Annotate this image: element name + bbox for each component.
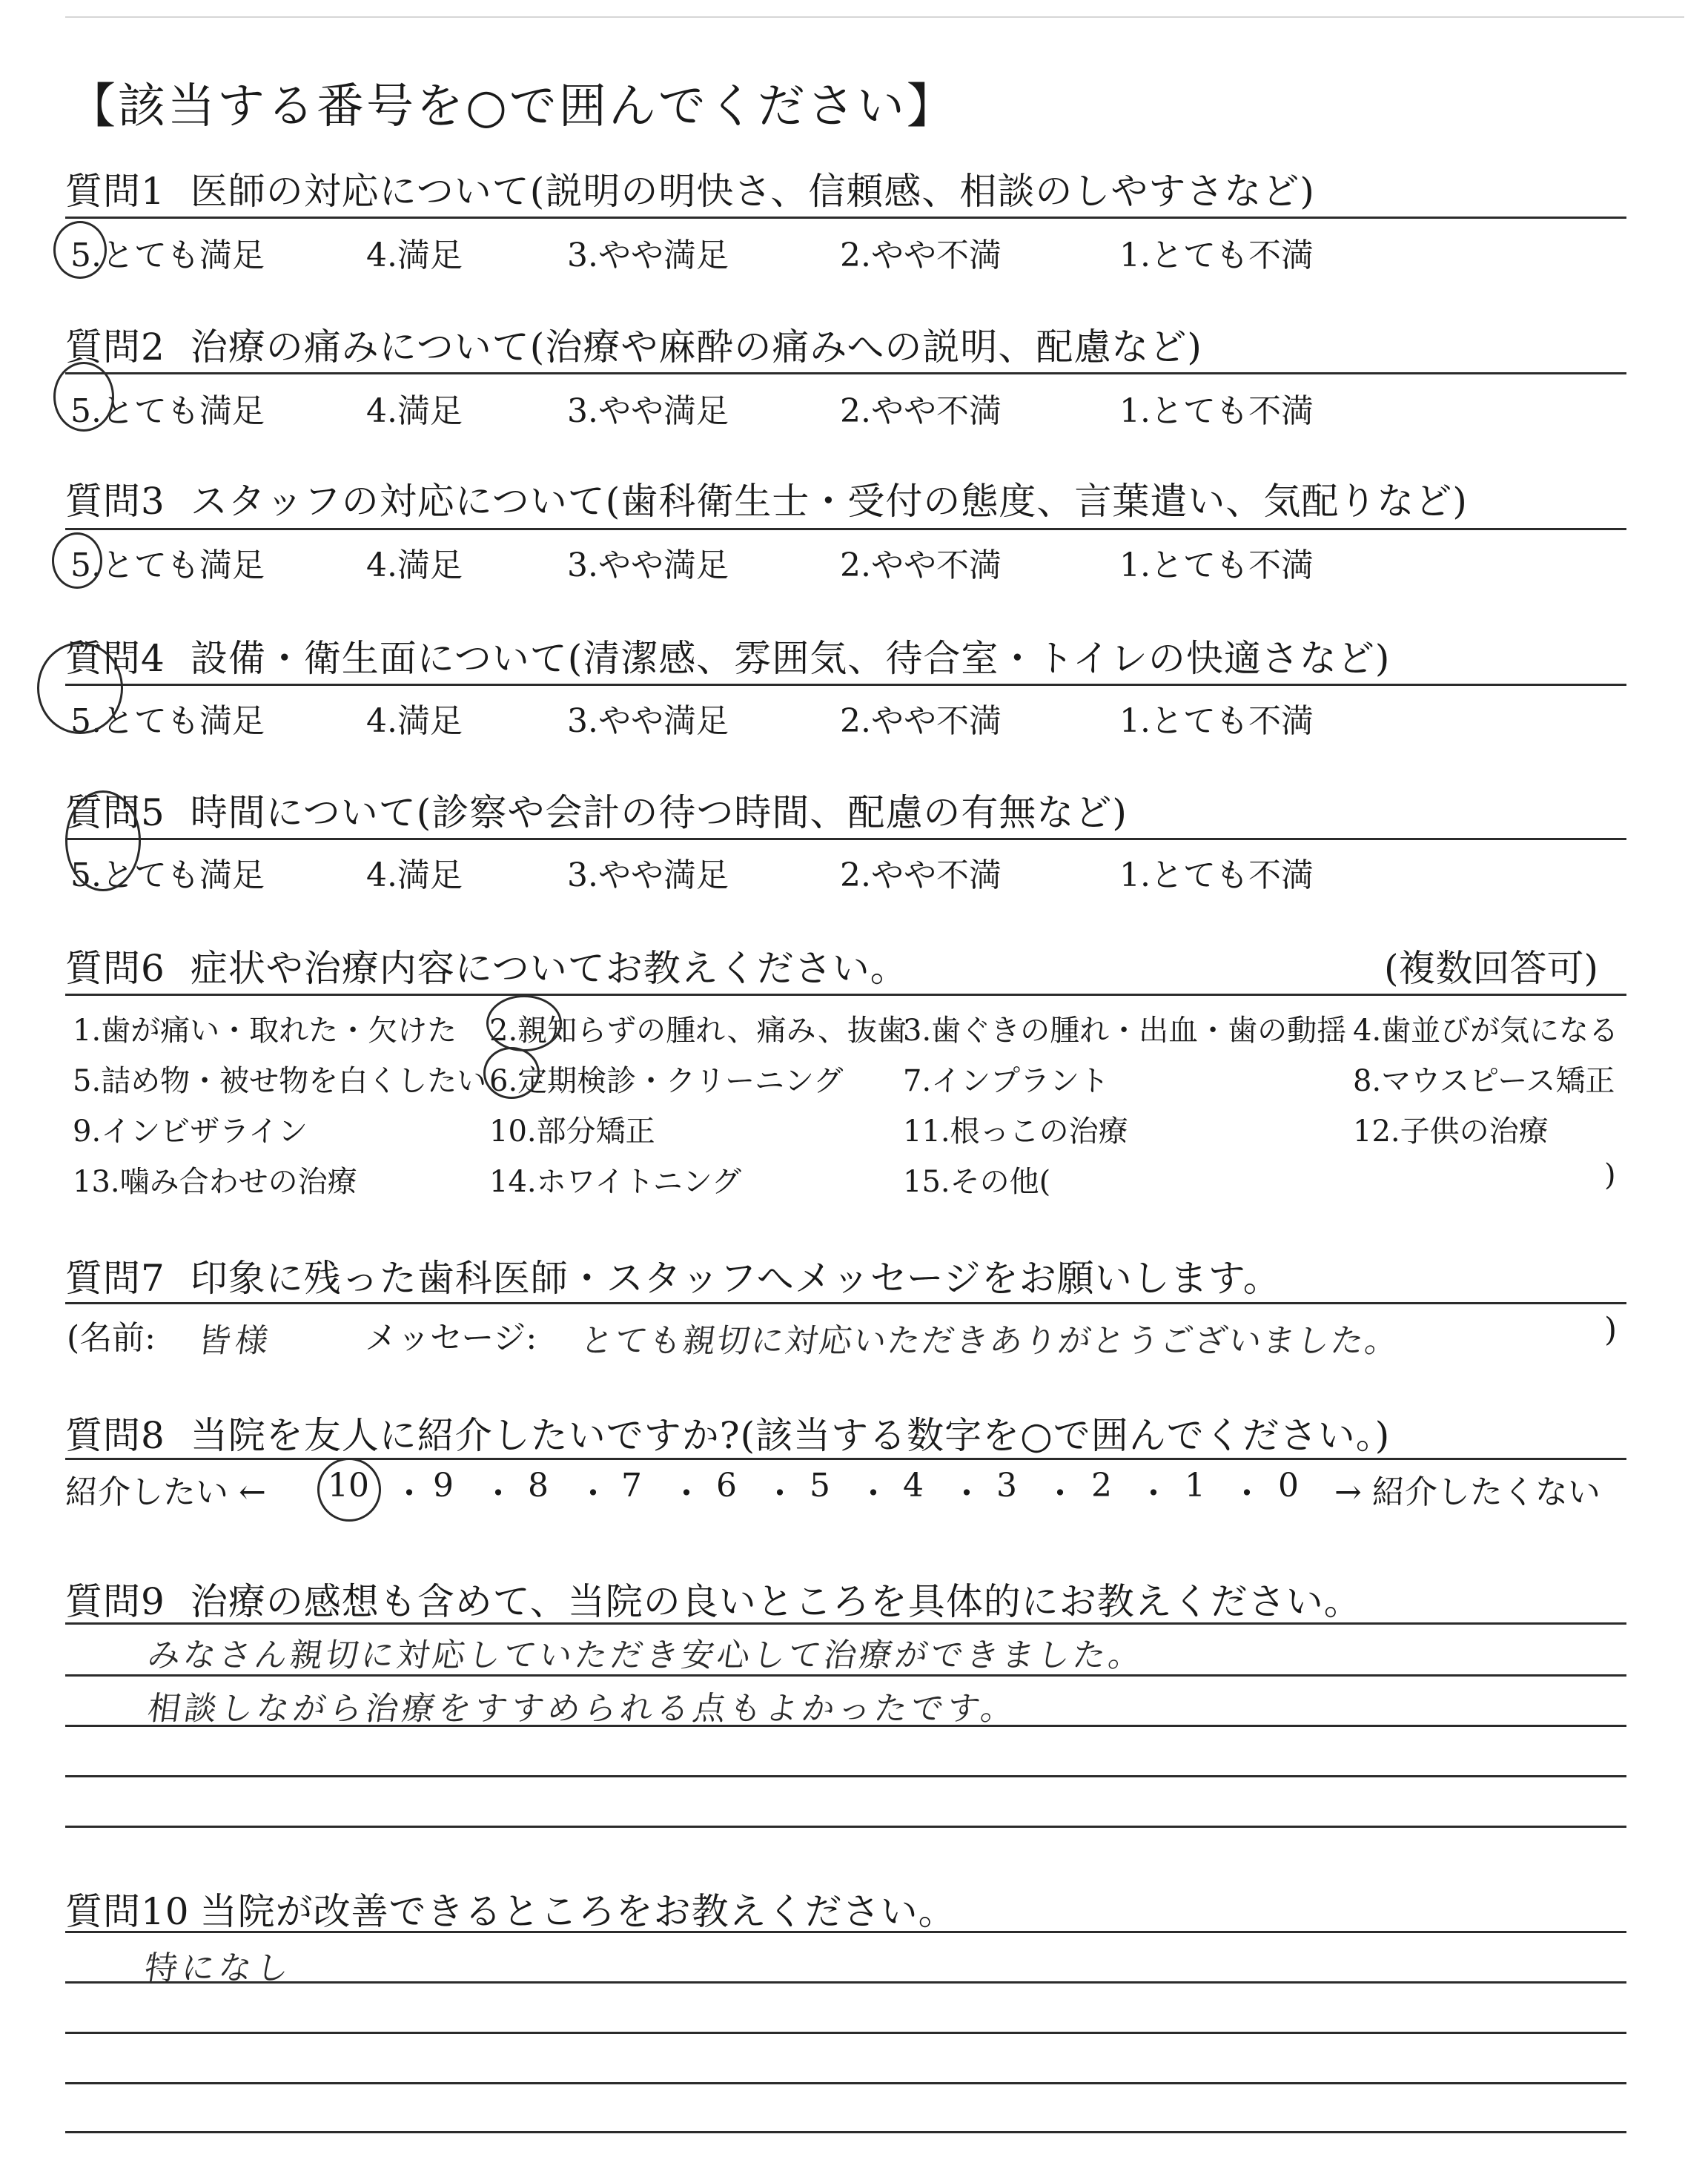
other-close-paren: ) [1604,1158,1616,1192]
question-4 [65,629,1390,682]
question-6 [65,939,908,992]
treatment-option-10[interactable]: 10.部分矯正 [489,1114,655,1149]
top-border [65,16,1684,18]
question-8 [65,1406,1390,1459]
answer-line [65,2082,1626,2084]
answer-line [65,2032,1626,2034]
question-1-rule [65,217,1626,219]
good-points-answer-line-1[interactable]: みなさん親切に対応していただき安心して治療ができました。 [145,1636,1147,1674]
selection-circle [317,1458,381,1522]
rating-option-5[interactable]: 5.とても満足 [70,546,265,584]
rating-option-5[interactable]: 5.とても満足 [70,392,265,430]
scale-option-3[interactable]: 3 [996,1467,1017,1505]
scale-separator: ・ [857,1475,890,1513]
scale-separator: ・ [1137,1475,1170,1513]
scale-separator: ・ [1044,1475,1076,1513]
question-3-rule [65,528,1626,530]
answer-line [65,1981,1626,1984]
rating-option-3[interactable]: 3.やや満足 [567,392,729,430]
question-4-number: 質問4 [65,637,165,680]
page-title: 【該当する番号を○で囲んでください】 [68,79,956,134]
treatment-option-14[interactable]: 14.ホワイトニング [489,1165,742,1199]
question-6-text: 症状や治療内容についてお教えください。 [190,947,908,990]
rating-option-3[interactable]: 3.やや満足 [567,237,729,274]
scale-separator: ・ [1231,1475,1263,1513]
rating-option-5[interactable]: 5.とても満足 [70,702,265,740]
recommend-left-label: 紹介したい ← [65,1473,266,1511]
scale-separator: ・ [393,1475,426,1513]
question-3 [65,472,1468,525]
treatment-option-13[interactable]: 13.噛み合わせの治療 [73,1165,357,1199]
scale-separator: ・ [950,1475,983,1513]
treatment-option-5[interactable]: 5.詰め物・被せ物を白くしたい [73,1064,487,1098]
selection-circle [53,221,107,279]
question-4-rule [65,684,1626,686]
question-3-text: スタッフの対応について(歯科衛生士・受付の態度、言葉遣い、気配りなど) [190,480,1468,523]
scale-option-9[interactable]: 9 [433,1467,454,1505]
question-7-text: 印象に残った歯科医師・スタッフへメッセージをお願いします。 [190,1257,1281,1300]
scale-separator: ・ [482,1475,514,1513]
question-7-rule [65,1302,1626,1304]
answer-line [65,2131,1626,2133]
treatment-option-4[interactable]: 4.歯並びが気になる [1353,1014,1619,1048]
question-9 [65,1572,1362,1625]
question-9-text: 治療の感想も含めて、当院の良いところを具体的にお教えください。 [190,1580,1362,1623]
question-1-number: 質問1 [65,170,165,213]
question-2-rule [65,372,1626,374]
question-1-text: 医師の対応について(説明の明快さ、信頼感、相談のしやすさなど) [190,170,1315,213]
rating-option-5[interactable]: 5.とても満足 [70,237,265,274]
good-points-answer-line-2[interactable]: 相談しながら治療をすすめられる点もよかったです。 [145,1690,1020,1728]
answer-line [65,1931,1626,1933]
scale-option-10[interactable]: 10 [328,1467,369,1505]
question-5-rule [65,838,1626,840]
scale-option-7[interactable]: 7 [621,1467,642,1505]
rating-option-2[interactable]: 2.やや不満 [840,702,1002,740]
rating-option-4[interactable]: 4.満足 [366,702,463,740]
treatment-option-8[interactable]: 8.マウスピース矯正 [1353,1064,1615,1098]
question-7 [65,1249,1281,1302]
scale-option-2[interactable]: 2 [1091,1467,1112,1505]
selection-circle [37,642,123,734]
treatment-option-3[interactable]: 3.歯ぐきの腫れ・出血・歯の動揺 [903,1014,1347,1048]
message-label: メッセージ: [365,1319,537,1357]
scale-option-8[interactable]: 8 [528,1467,549,1505]
question-6-number: 質問6 [65,947,165,990]
treatment-option-6[interactable]: 6.定期検診・クリーニング [489,1064,844,1098]
scale-option-5[interactable]: 5 [810,1467,830,1505]
rating-option-4[interactable]: 4.満足 [366,392,463,430]
rating-option-4[interactable]: 4.満足 [366,546,463,584]
rating-option-1[interactable]: 1.とても不満 [1119,546,1314,584]
selection-circle [486,995,562,1051]
question-2 [65,317,1202,371]
question-10-text: 当院が改善できるところをお教えください。 [199,1890,956,1933]
rating-option-2[interactable]: 2.やや不満 [840,237,1002,274]
selection-circle [53,362,114,432]
question-7-number: 質問7 [65,1257,165,1300]
question-8-number: 質問8 [65,1414,165,1457]
treatment-option-9[interactable]: 9.インビザライン [73,1114,308,1149]
treatment-option-12[interactable]: 12.子供の治療 [1353,1114,1549,1149]
scale-option-0[interactable]: 0 [1278,1467,1299,1505]
question-3-number: 質問3 [65,480,165,523]
question-8-text: 当院を友人に紹介したいですか?(該当する数字を○で囲んでください。) [190,1414,1391,1457]
rating-option-1[interactable]: 1.とても不満 [1119,856,1314,894]
rating-option-4[interactable]: 4.満足 [366,237,463,274]
question-8-rule [65,1458,1626,1460]
rating-option-3[interactable]: 3.やや満足 [567,856,729,894]
message-value[interactable]: とても親切に対応いただきありがとうございました。 [577,1322,1402,1360]
scale-option-4[interactable]: 4 [903,1467,924,1505]
improvement-answer-line-1[interactable]: 特になし [142,1949,296,1987]
treatment-option-15[interactable]: 15.その他( [903,1165,1051,1199]
rating-option-2[interactable]: 2.やや不満 [840,856,1002,894]
scale-separator: ・ [577,1475,609,1513]
question-1 [65,162,1315,215]
question-5 [65,783,1128,836]
selection-circle [52,532,102,589]
scale-separator: ・ [670,1475,703,1513]
rating-option-1[interactable]: 1.とても不満 [1119,702,1314,740]
treatment-option-1[interactable]: 1.歯が痛い・取れた・欠けた [73,1014,457,1048]
rating-option-3[interactable]: 3.やや満足 [567,702,729,740]
question-10-number: 質問10 [65,1890,190,1933]
scale-option-1[interactable]: 1 [1185,1467,1205,1505]
answer-line [65,1826,1626,1828]
scale-option-6[interactable]: 6 [716,1467,737,1505]
answer-line [65,1775,1626,1777]
selection-circle [65,790,141,891]
treatment-option-11[interactable]: 11.根っこの治療 [903,1114,1128,1149]
question-9-number: 質問9 [65,1580,165,1623]
question-5-number: 質問5 [65,791,165,834]
question-5-text: 時間について(診察や会計の待つ時間、配慮の有無など) [190,791,1128,834]
rating-option-1[interactable]: 1.とても不満 [1119,392,1314,430]
name-value[interactable]: 皆様 [195,1322,275,1360]
message-close-paren: ) [1604,1311,1618,1349]
rating-option-2[interactable]: 2.やや不満 [840,546,1002,584]
rating-option-1[interactable]: 1.とても不満 [1119,237,1314,274]
rating-option-5[interactable]: 5.とても満足 [70,856,265,894]
rating-option-3[interactable]: 3.やや満足 [567,546,729,584]
name-label: (名前: [67,1319,156,1357]
selection-circle [483,1047,540,1099]
question-2-number: 質問2 [65,326,165,369]
question-6-rule [65,994,1626,996]
multiple-answers-note: (複数回答可) [1383,947,1598,990]
rating-option-4[interactable]: 4.満足 [366,856,463,894]
answer-line [65,1622,1626,1625]
question-10 [65,1882,956,1935]
question-4-text: 設備・衛生面について(清潔感、雰囲気、待合室・トイレの快適さなど) [190,637,1391,680]
recommend-right-label: → 紹介したくない [1334,1473,1601,1511]
rating-option-2[interactable]: 2.やや不満 [840,392,1002,430]
treatment-option-7[interactable]: 7.インプラント [903,1064,1110,1098]
question-2-text: 治療の痛みについて(治療や麻酔の痛みへの説明、配慮など) [190,326,1202,369]
treatment-option-2[interactable]: 2.親知らずの腫れ、痛み、抜歯 [489,1014,907,1048]
scale-separator: ・ [764,1475,796,1513]
